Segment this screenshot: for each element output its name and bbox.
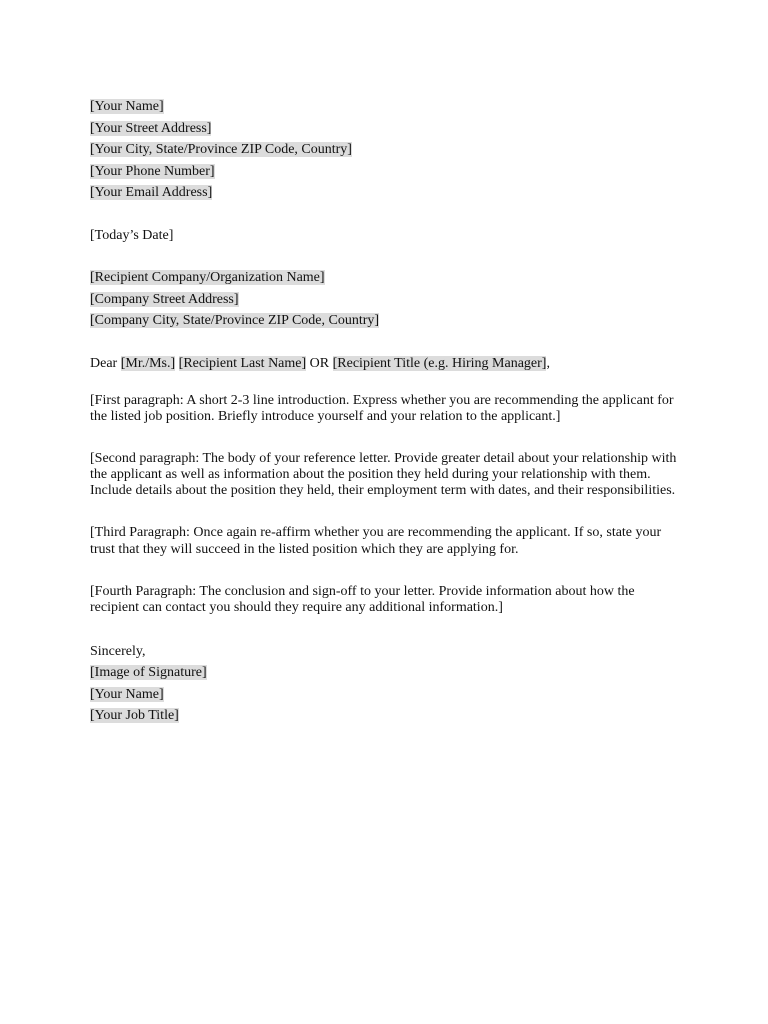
closing-job-title: [Your Job Title] [90, 708, 179, 724]
salutation-title: [Recipient Title (e.g. Hiring Manager] [332, 355, 547, 371]
salutation-last-name: [Recipient Last Name] [178, 355, 307, 371]
signature-placeholder: [Image of Signature] [90, 665, 207, 681]
paragraph-fourth: [Fourth Paragraph: The conclusion and sign-off to your letter. Provide information about how the recipient can contact you should they require any additional information.] [90, 584, 635, 616]
reference-letter [90, 96, 680, 727]
paragraph-third: [Third Paragraph: Once again re-affirm whether you are recommending the applicant. If so, state your trust that they will succeed in the listed position which they are applying for. [90, 525, 662, 557]
paragraph-second: [Second paragraph: The body of your reference letter. Provide greater detail about your relationship with the applicant as well as information about the position they held during your relationship with them. Include details about the position they held, their employment term with dates, and their responsibilities. [90, 450, 677, 499]
salutation-comma: , [546, 355, 550, 371]
salutation [90, 353, 680, 375]
closing-name: [Your Name] [90, 686, 164, 702]
salutation-prefix: [Mr./Ms.] [120, 355, 176, 371]
recipient-block [90, 267, 680, 332]
sender-phone: [Your Phone Number] [90, 163, 215, 179]
paragraph-first: [First paragraph: A short 2-3 line introduction. Express whether you are recommending the applicant for the listed job position. Briefly introduce yourself and your relation to the applicant.] [90, 393, 674, 425]
recipient-company: [Recipient Company/Organization Name] [90, 270, 325, 285]
recipient-street: [Company Street Address] [90, 291, 239, 307]
salutation-dear: Dear [90, 355, 118, 371]
sender-email: [Your Email Address] [90, 185, 213, 200]
salutation-or: OR [309, 355, 330, 371]
date-block [90, 225, 680, 247]
recipient-city: [Company City, State/Province ZIP Code, Country] [90, 313, 380, 328]
letter-date: [Today’s Date] [90, 227, 174, 243]
sender-city: [Your City, State/Province ZIP Code, Country] [90, 142, 352, 157]
sender-name: [Your Name] [90, 99, 164, 114]
sender-block [90, 96, 680, 204]
valediction: Sincerely, [90, 643, 146, 659]
closing-block [90, 641, 680, 727]
sender-street: [Your Street Address] [90, 120, 212, 136]
